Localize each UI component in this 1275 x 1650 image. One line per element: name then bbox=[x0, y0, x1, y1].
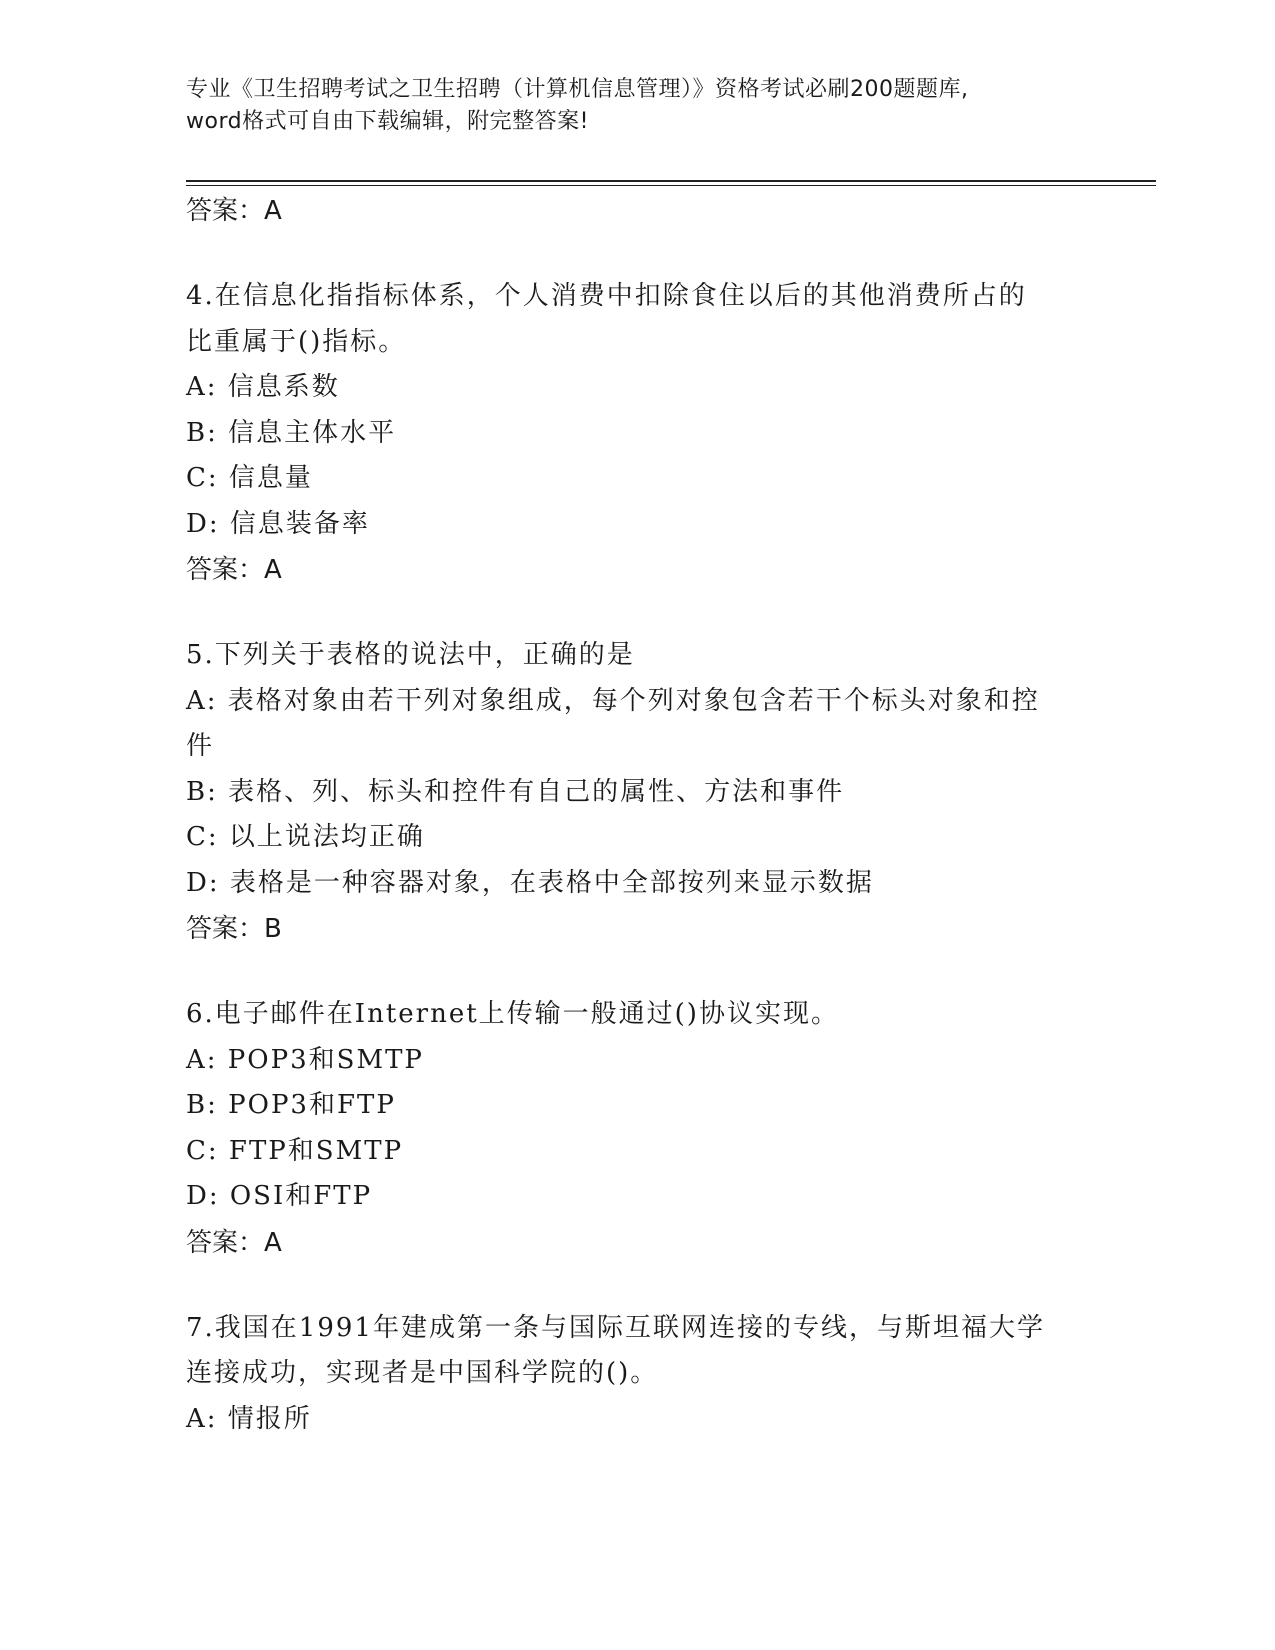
question-list bbox=[186, 188, 1086, 1442]
answer-line: 答案：B bbox=[186, 914, 282, 944]
document-header bbox=[186, 74, 1086, 138]
section-spacer bbox=[186, 593, 1086, 633]
question-text-line: D: OSI和FTP bbox=[186, 1181, 373, 1211]
question-text-line: 连接成功，实现者是中国科学院的()。 bbox=[186, 1358, 659, 1388]
section-spacer bbox=[186, 234, 1086, 274]
answer-line: 答案：A bbox=[186, 196, 282, 226]
header-title-line-2: word格式可自由下载编辑，附完整答案! bbox=[186, 109, 589, 134]
answer-line: 答案：A bbox=[186, 1227, 282, 1258]
question-text-line: 比重属于()指标。 bbox=[186, 326, 407, 357]
question-text-line: 7.我国在1991年建成第一条与国际互联网连接的专线，与斯坦福大学 bbox=[186, 1312, 1045, 1343]
section-spacer bbox=[186, 952, 1086, 992]
question-text-line: B: POP3和FTP bbox=[186, 1090, 396, 1120]
question-text-line: B: 表格、列、标头和控件有自己的属性、方法和事件 bbox=[186, 776, 845, 807]
section-spacer bbox=[186, 1266, 1086, 1306]
question-text-line: B: 信息主体水平 bbox=[186, 417, 397, 448]
question-text-line: A: 表格对象由若干列对象组成，每个列对象包含若干个标头对象和控 bbox=[186, 685, 1040, 716]
question-text-line: C: 以上说法均正确 bbox=[186, 822, 425, 852]
answer-line: 答案：A bbox=[186, 555, 282, 585]
header-divider-thick bbox=[186, 180, 1156, 182]
question-text-line: A: 情报所 bbox=[186, 1403, 312, 1434]
question-text-line: A: POP3和SMTP bbox=[186, 1044, 424, 1075]
header-divider-thin bbox=[186, 185, 1156, 186]
question-text-line: C: 信息量 bbox=[186, 463, 313, 493]
question-text-line: C: FTP和SMTP bbox=[186, 1135, 404, 1166]
question-text-line: 5.下列关于表格的说法中，正确的是 bbox=[186, 640, 635, 670]
question-text-line: D: 表格是一种容器对象，在表格中全部按列来显示数据 bbox=[186, 867, 874, 898]
question-text-line: 4.在信息化指指标体系，个人消费中扣除食住以后的其他消费所占的 bbox=[186, 281, 1027, 311]
question-text-line: 件 bbox=[186, 731, 215, 761]
question-text-line: D: 信息装备率 bbox=[186, 508, 370, 539]
header-title-line-1: 专业《卫生招聘考试之卫生招聘（计算机信息管理）》资格考试必刷200题题库, bbox=[186, 77, 969, 102]
question-text-line: A: 信息系数 bbox=[186, 372, 340, 402]
question-text-line: 6.电子邮件在Internet上传输一般通过()协议实现。 bbox=[186, 999, 839, 1029]
